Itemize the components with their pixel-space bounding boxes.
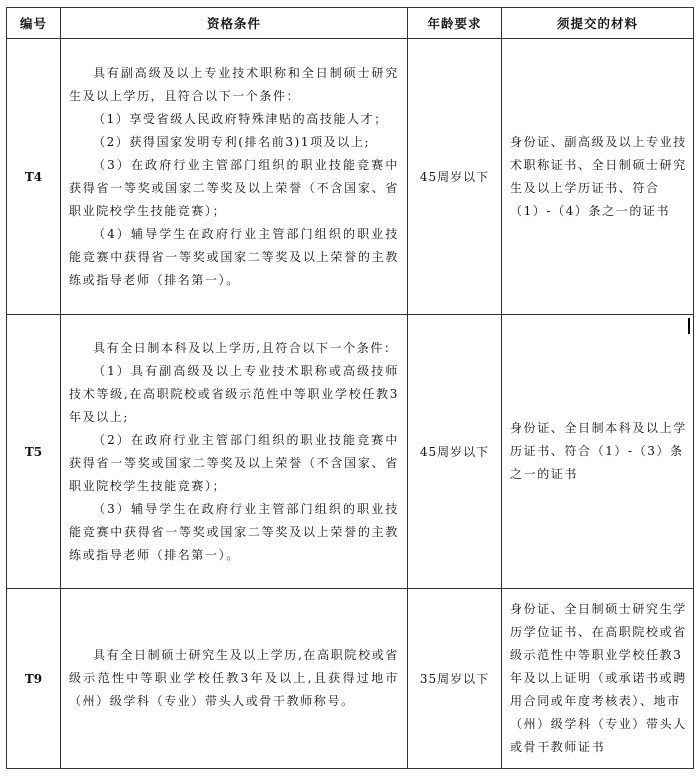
row-age: 35周岁以下	[408, 589, 502, 769]
row-conditions	[61, 315, 408, 589]
row-materials: 身份证、全日制硕士研究生学历学位证书、在高职院校或省级示范性中等职业学校任教3年及以上证明（或承诺书或聘用合同或年度考核表）、地市（州）级学科（专业）带头人或骨干教师证书	[502, 589, 694, 769]
row-age: 45周岁以下	[408, 315, 502, 589]
header-materials: 须提交的材料	[502, 8, 694, 39]
condition-text: （3）在政府行业主管部门组织的职业技能竞赛中获得省一等奖或国家二等奖及以上荣誉（不含国家、省职业院校学生技能竞赛）；	[69, 157, 399, 218]
row-conditions	[61, 39, 408, 315]
condition-text: 具有副高级及以上专业技术职称和全日制硕士研究生及以上学历，且符合以下一个条件：	[69, 65, 399, 103]
text-cursor	[688, 318, 690, 334]
condition-text: （2）在政府行业主管部门组织的职业技能竞赛中获得省一等奖或国家二等奖及以上荣誉（不含国家、省职业院校学生技能竞赛）；	[69, 432, 399, 493]
condition-text: （4）辅导学生在政府行业主管部门组织的职业技能竞赛中获得省一等奖或国家二等奖及以上荣誉的主教练或指导老师（排名第一）。	[69, 226, 399, 287]
header-age: 年龄要求	[408, 8, 502, 39]
condition-text: 具有全日制本科及以上学历,且符合以下一个条件：	[93, 340, 398, 355]
table-row-t5	[7, 315, 694, 589]
row-conditions	[61, 589, 408, 769]
condition-text: （3）辅导学生在政府行业主管部门组织的职业技能竞赛中获得省一等奖或国家二等奖及以上荣誉的主教练或指导老师（排名第一）。	[69, 501, 399, 562]
header-conditions: 资格条件	[61, 8, 408, 39]
row-code: T9	[7, 589, 61, 769]
table-row-t9	[7, 589, 694, 769]
condition-text: （1）具有副高级及以上专业技术职称或高级技师技术等级,在高职院校或省级示范性中等职业学校任教3年及以上;	[69, 363, 399, 424]
row-code: T4	[7, 39, 61, 315]
row-materials: 身份证、副高级及以上专业技术职称证书、全日制硕士研究生及以上学历证书、符合（1）-（4）条之一的证书	[502, 39, 694, 315]
table-row-t4	[7, 39, 694, 315]
header-code: 编号	[7, 8, 61, 39]
condition-text: 具有全日制硕士研究生及以上学历,在高职院校或省级示范性中等职业学校任教3年及以上,且获得过地市（州）级学科（专业）带头人或骨干教师称号。	[69, 648, 399, 708]
row-age: 45周岁以下	[408, 39, 502, 315]
table-header-row	[7, 8, 694, 39]
row-code: T5	[7, 315, 61, 589]
qualification-table	[6, 7, 694, 769]
condition-text: （1）享受省级人民政府特殊津贴的高技能人才；	[93, 111, 388, 126]
row-materials: 身份证、全日制本科及以上学历证书、符合（1）-（3）条之一的证书	[502, 315, 694, 589]
condition-text: （2）获得国家发明专利(排名前3)1项及以上;	[93, 134, 371, 149]
